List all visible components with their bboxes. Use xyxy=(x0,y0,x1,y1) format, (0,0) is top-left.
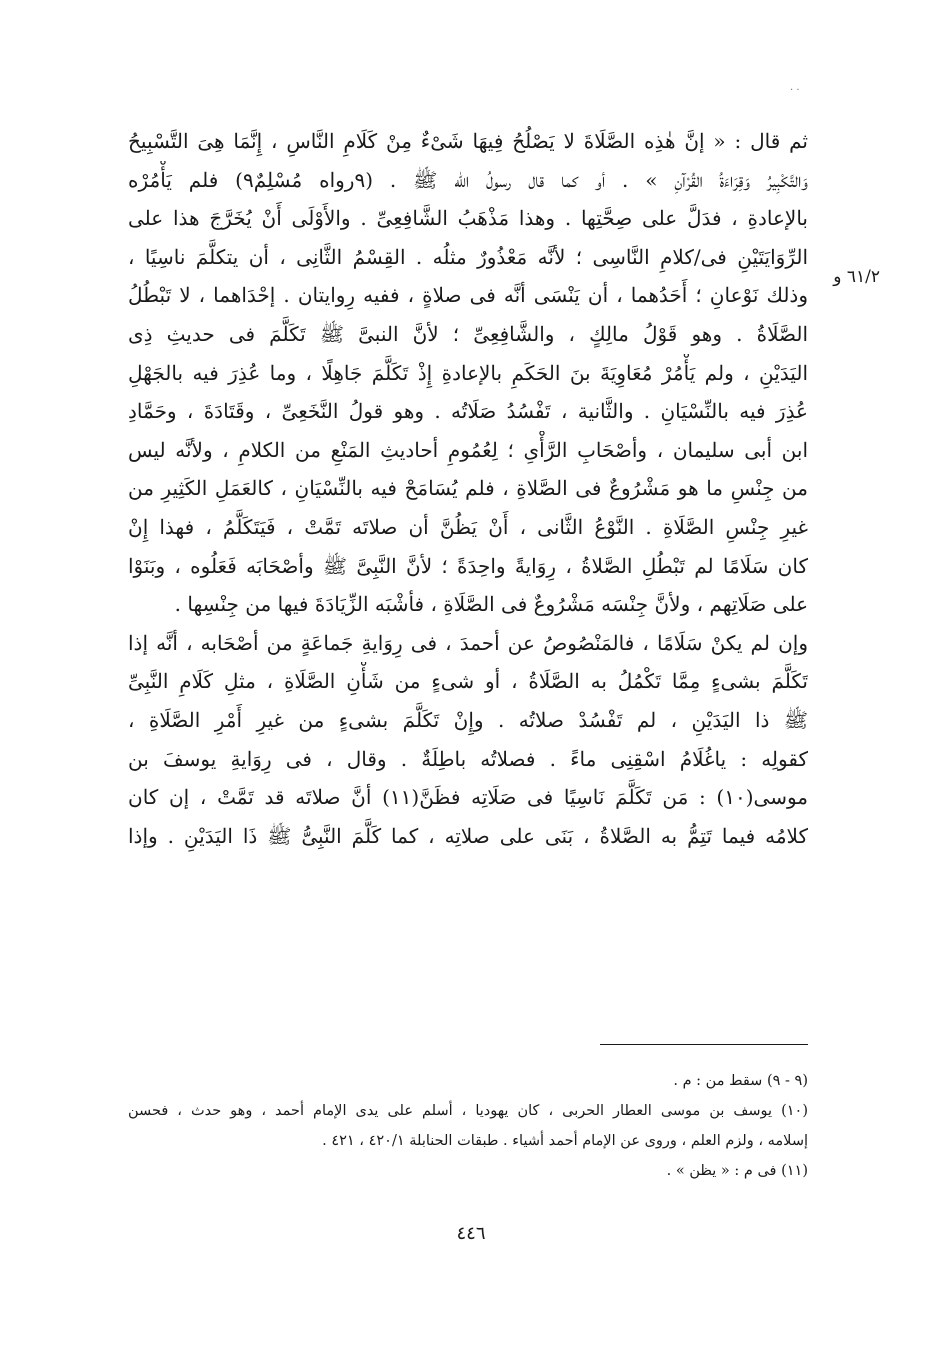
text-line: الرِّوَايَتَيْنِ فى/كلامِ النَّاسِى ؛ لأنَّه مَعْذُورٌ مثلُه . القِسْمُ الثَّانِى ، أن يتكلَّمَ ناسِيًا ، xyxy=(128,244,808,269)
text-line: اليَدَيْنِ ، ولم يَأْمُرْ مُعَاوِيَةَ بنَ الحَكَمِ بالإعادةِ إِذْ تَكَلَّمَ جَاهِلًا ، وما عُذِرَ فيه بالجَهْلِ xyxy=(128,360,808,385)
footnote: (١١) فى م : « يظن » . xyxy=(666,1163,808,1179)
text-line: ثم قال : « إنَّ هٰذِه الصَّلَاةَ لا يَصْلُحُ فِيهَا شَىْءٌ مِنْ كَلَامِ النَّاسِ ، إِنَّمَا هِىَ التَّسْبِيحُ xyxy=(128,129,808,153)
scan-speck: · · xyxy=(790,85,800,96)
text-line: وَالتَّكْبِيرُ وَقِرَاءَةُ القُرْآنِ » . أو كما قال رسولُ الله ﷺ . (٩رواه مُسْلِمٌ٩) فلم يَأْمُرْه xyxy=(128,167,808,192)
text-line: كان سَلَامًا لم تَبْطُلِ الصَّلاةُ ، رِوَايةً واحِدَةً ؛ لأنَّ النَّبِىَّ ﷺ وأصْحَابَه فَعَلُوه ، وبَنَوْا xyxy=(128,553,808,578)
footnote: (٩ - ٩) سقط من : م . xyxy=(673,1073,808,1089)
text-line: على صَلَاتِهم ، ولأنَّ جِنْسَه مَشْرُوعٌ فى الصَّلَاةِ ، فأشْبَه الزِّيَادَةَ فيها من جِنْسِها . xyxy=(174,592,808,617)
text-line: كقولِه : ياغُلَامُ اسْقِنِى ماءً . فصلاتُه باطِلَةٌ . وقال ، فى رِوَايةِ يوسفَ بن xyxy=(128,746,808,771)
text-line: غيرِ جِنْسِ الصَّلَاةِ . النَّوْعُ الثَّانى ، أَنْ يَظُنَّ أن صلاتَه تَمَّتْ ، فَيَتَكَلَّمُ ، فهذا إِنْ xyxy=(128,514,808,539)
text-line: ابن أبى سليمان ، وأصْحَابِ الرَّأْىِ ؛ لِعُمُومِ أحاديثِ المَنْعِ من الكلامِ ، ولأنَّه ليس xyxy=(128,437,808,462)
margin-manuscript-reference: ٦١/٢ و xyxy=(833,267,880,287)
text-line: كلامُه فيما تَتِمُّ به الصَّلاةُ ، بَنَى على صلاتِه ، كما كَلَّمَ النَّبِىُّ ﷺ ذَا اليَدَيْنِ . وإذا xyxy=(128,823,808,848)
text-line: بالإعادةِ ، فدَلَّ على صِحَّتِها . وهذا مَذْهَبُ الشَّافِعِىِّ . والأَوْلَى أَنْ يُخَرَّجَ هذا على xyxy=(128,206,808,231)
text-line: ﷺ ذا اليَدَيْنِ ، لم تَفْسُدْ صلاتُه . وإِنْ تَكَلَّمَ بشىءٍ من غيرِ أَمْرِ الصَّلَاةِ ، xyxy=(128,707,808,732)
text-line: من جِنْسِ ما هو مَشْرُوعٌ فى الصَّلاةِ ، فلم يُسَامَحْ فيه بالنِّسْيَانِ ، كالعَمَلِ الكَثِيرِ من xyxy=(128,476,808,501)
text-line: موسى(١٠) : مَن تَكَلَّمَ نَاسِيًا فى صَلَاتِه فظَنَّ(١١) أنَّ صلاتَه قد تَمَّتْ ، إن كان xyxy=(128,785,808,810)
footnote: (١٠) يوسف بن موسى العطار الحربى ، كان يهوديا ، أسلم على يدى الإمام أحمد ، وهو حدث ، فحسن xyxy=(128,1103,808,1119)
page-number: ٤٤٦ xyxy=(456,1223,486,1244)
main-text-block xyxy=(128,122,808,855)
footnote-continuation: إسلامه ، ولزم العلم ، وروى عن الإمام أحمد أشياء . طبقات الحنابلة ٤٢٠/١ ، ٤٢١ . xyxy=(322,1133,808,1149)
text-line: وذلك نَوْعانِ ؛ أَحَدُهما ، أن يَنْسَى أنَّه فى صلاةٍ ، ففيه رِوايتان . إحْدَاهما ، لا تَبْطُلُ xyxy=(128,283,808,308)
text-line: الصَّلَاةُ . وهو قَوْلُ مالِكٍ ، والشَّافِعِىِّ ؛ لأنَّ النبىَّ ﷺ تَكَلَّمَ فى حديثِ ذِى xyxy=(128,321,808,346)
footnote-separator xyxy=(600,1044,808,1045)
footnotes-block xyxy=(128,1066,808,1186)
text-line: تَكَلَّمَ بشىءٍ مِمَّا تَكْمُلُ به الصَّلَاةُ ، أو شىءٍ من شَأْنِ الصَّلَاةِ ، مثلِ كَلَامِ النَّبِىِّ xyxy=(128,669,808,694)
text-line: عُذِرَ فيه بالنِّسْيَانِ . والثَّانية ، تَفْسُدُ صَلَاتُه . وهو قولُ النَّخَعِىِّ ، وقَتَادَةَ ، وحَمَّادِ xyxy=(128,399,808,424)
text-line: وإن لم يكنْ سَلَامًا ، فالمَنْصُوصُ عن أحمدَ ، فى رِوَايةِ جَماعَةٍ من أصْحَابه ، أنَّه إذا xyxy=(128,630,808,655)
